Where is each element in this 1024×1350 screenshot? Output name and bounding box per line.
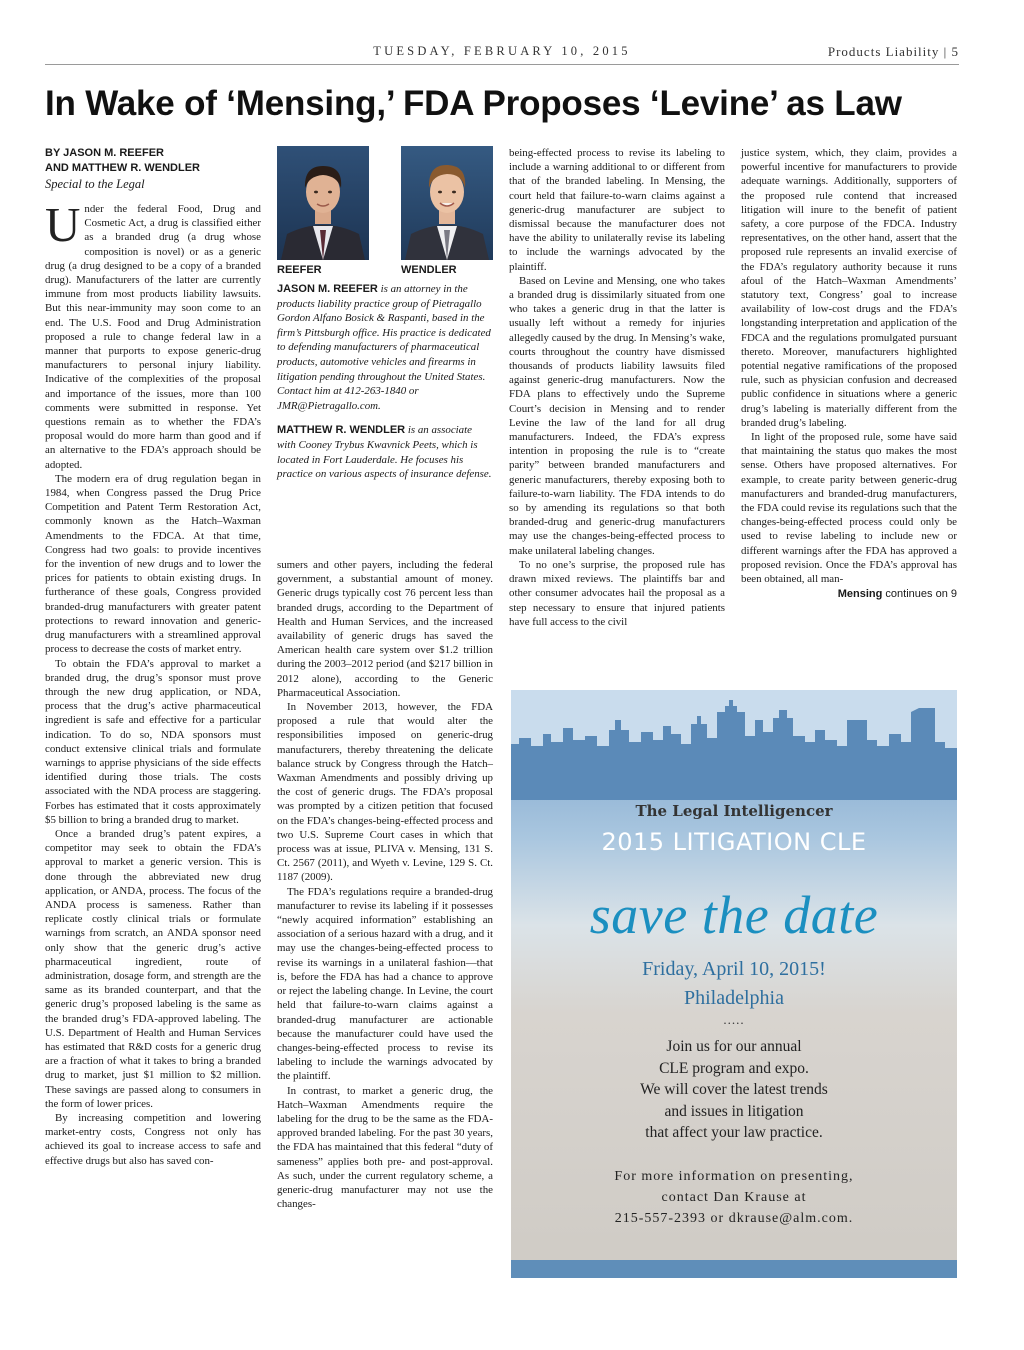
ad-bottom-strip bbox=[511, 1260, 957, 1278]
byline-line-1: BY JASON M. REEFER bbox=[45, 147, 164, 159]
paragraph: sumers and other payers, including the federal government, a substantial amount of money. Generic drugs typically cost 76 percent less than branded drugs, according to the Department of Health and Human Services, and the increased availability of generic drugs has saved the American health care system over $1.2 trillion during the 2003–2012 period (and $217 billion in 2012 alone), according to the Generic Pharmaceutical Association. bbox=[277, 559, 493, 699]
article-column-2 bbox=[277, 558, 493, 1211]
author-bio-reefer: JASON M. REEFER is an attorney in the products liability practice group of Pietragallo Gordon Alfano Bosick & Raspanti, based in the firm’s Pittsburgh office. His practice is dedicated to defending manufacturers of pharmaceutical products, automotive vehicles and firearms in litigation pending throughout the United States. Contact him at 412-263-1840 or JMR@Pietragallo.com. bbox=[277, 283, 491, 412]
ad-line: We will cover the latest trends bbox=[640, 1081, 828, 1098]
article-column-1 bbox=[45, 146, 261, 1168]
paragraph: Under the federal Food, Drug and Cosmetic Act, a drug is classified either as a branded drug (a drug whose composition is novel) or as a generic drug (a drug designed to be a copy of a branded drug). Manufacturers of the latter are currently immune from most products liability lawsuits. But this near-immunity may soon come to an end. The U.S. Food and Drug Administration proposed a rule to change federal law in a manner that purports to expose generic-drug manufacturers to personal injury liability. Indicative of the complexities of the proposal and importance of the issues, more than 100 comments were submitted in response. Yet questions remain as to whether the FDA’s proposal would do more harm than good and if an alternative to the FDA’s approach should be adopted. bbox=[45, 197, 261, 471]
article-column-4 bbox=[741, 146, 957, 600]
ad-divider-dots: ..... bbox=[723, 1012, 745, 1027]
photo-caption-reefer: REEFER bbox=[277, 264, 322, 276]
paragraph: The modern era of drug regulation began in 1984, when Congress passed the Drug Price Competition and Patent Term Restoration Act, commonly known as the Hatch–Waxman Amendments to the FDCA. At that time, Congress had two goals: to provide incentives for the invention of new drugs and to lower the prices for patients to obtain existing drugs. In furtherance of these goals, Congress provided branded-drug manufacturers with greater patent protections to reward innovation and generic-drug manufacturers with a streamlined approval process to decrease the costs of market entry. bbox=[45, 472, 261, 656]
article-headline: In Wake of ‘Mensing,’ FDA Proposes ‘Levine’ as Law bbox=[45, 84, 902, 123]
ad-save-the-date: save the date bbox=[589, 885, 879, 945]
jump-line[interactable]: Mensing continues on 9 bbox=[837, 588, 957, 601]
ad-line: CLE program and expo. bbox=[659, 1059, 809, 1077]
paragraph: In contrast, to market a generic drug, the Hatch–Waxman Amendments require the labeling for the drug to be the same as the FDA-approved branded labeling. For the past 30 years, the FDA has maintained that this federal “duty of sameness” applies both pre- and post-approval. As such, under the current regulatory scheme, a generic-drug manufacturer may not use the changes- bbox=[277, 1084, 493, 1211]
author-photo-reefer bbox=[277, 146, 369, 276]
ad-line: and issues in litigation bbox=[664, 1102, 804, 1120]
issue-date: TUESDAY, FEBRUARY 10, 2015 bbox=[373, 44, 631, 58]
running-head bbox=[45, 42, 959, 65]
author-photo-wendler bbox=[401, 146, 493, 276]
paragraph: To no one’s surprise, the proposed rule has drawn mixed reviews. The plaintiffs bar and other consumer advocates hail the proposal as a step necessary to ensure that injured patients have full access to the civil bbox=[509, 558, 725, 628]
ad-event-date: Friday, April 10, 2015! bbox=[642, 958, 826, 980]
ad-brand-logo: The Legal Intelligencer bbox=[635, 802, 833, 820]
section-page-label: Products Liability | 5 bbox=[827, 44, 959, 59]
ad-contact-info bbox=[511, 1166, 957, 1229]
paragraph: In light of the proposed rule, some have said that maintaining the status quo makes the most sense. Others have proposed alternatives. For example, to create parity between generic-drug manufacturers and branded-drug manufacturers, the FDA could revise its regulations such that the changes-being-effected process could only be used to revise labeling to include new or different warnings after the FDA has approved a proposed revision. Once the FDA’s approval has been obtained, all man- bbox=[741, 431, 957, 586]
paragraph: being-effected process to revise its labeling to include a warning additional to or different from that of the branded labeling. In Mensing, the court held that failure-to-warn claims against a generic-drug manufacturer are subject to dismissal because the manufacturer does not have the ability to unilaterally revise its labeling to include the warnings advocated by the plaintiff. bbox=[509, 147, 725, 273]
cle-advertisement bbox=[511, 690, 957, 1278]
drop-cap: U bbox=[45, 197, 81, 252]
ad-line: that affect your law practice. bbox=[645, 1124, 823, 1141]
article-column-3 bbox=[509, 146, 725, 629]
photo-caption-wendler: WENDLER bbox=[401, 264, 457, 276]
ad-contact-link[interactable]: 215-557-2393 or dkrause@alm.com. bbox=[614, 1211, 854, 1226]
paragraph: justice system, which, they claim, provides a powerful incentive for manufacturers to provide adequate warnings. Additionally, supporters of the proposed rule contend that increased litigation will inure to the benefit of patient safety, a core purpose of the FDCA. Industry representatives, on the other hand, assert that the proposed rule represents an invalid exercise of the FDA’s regulatory authority because it runs afoul of the Hatch–Waxman Amendments’ statutory text, Congress’ goal to increase availability of low-cost drugs and the FDA’s longstanding interpretation and application of the FDCA and the regulations promulgated pursuant thereto. Moreover, manufacturers highlighted potential negative ramifications of the proposed rule, such as physician confusion and decreased public confidence in situations where a generic drug’s labeling is materially different from the branded drug’s labeling. bbox=[741, 147, 957, 429]
ad-info-line: For more information on presenting, bbox=[614, 1169, 854, 1184]
paragraph: The FDA’s regulations require a branded-drug manufacturer to revise its labeling if it possesses “newly acquired information” establishing an association of a serious hazard with a drug, and it may use the changes-being-effected process to revise its warnings in a unilateral fashion—that is, before the FDA has had a chance to approve or reject the labeling change. In Levine, the court held that failure-to-warn claims against a branded-drug manufacturer are actionable because the manufacturer could have used the changes-being-effected process to revise its labeling to include the warnings advocated by the plaintiff. bbox=[277, 885, 493, 1083]
paragraph: Once a branded drug’s patent expires, a competitor may seek to obtain the FDA’s approval to market a generic version. This is done through the abbreviated new drug application, or ANDA, process. The focus of the ANDA process is sameness. Rather than replicate costly clinical trials or formulate warnings from scratch, an ANDA sponsor need only show that the generic drug’s active pharmaceutical ingredient, route of administration, dosage form, and strength are the same as its branded counterpart, and that the generic drug’s proposed labeling is the same as the branded drug’s FDA-approved labeling. The U.S. Department of Health and Human Services has estimated that R&D costs for a generic drug are a fraction of what it takes to bring a branded drug to market, just $1 million to $2 million. These savings are passed along to consumers in the form of lower prices. bbox=[45, 827, 261, 1110]
paragraph: In November 2013, however, the FDA proposed a rule that would alter the responsibilities imposed on generic-drug manufacturers, thereby threatening the delicate balance struck by Congress through the Hatch–Waxman Amendments and possibly driving up the cost of generic drugs. The FDA’s proposal was prompted by a citizen petition that focused on the FDA’s changes-being-effected process and two U.S. Supreme Court cases in which that process was at issue, PLIVA v. Mensing, 131 S. Ct. 2567 (2011), and Wyeth v. Levine, 129 S. Ct. 1187 (2009). bbox=[277, 701, 493, 884]
ad-event-city: Philadelphia bbox=[684, 987, 784, 1009]
byline-line-2: AND MATTHEW R. WENDLER bbox=[45, 162, 200, 174]
ad-info-line: contact Dan Krause at bbox=[661, 1190, 807, 1205]
paragraph: Based on Levine and Mensing, one who takes a branded drug is dissimilarly situated from one who takes a generic drug in that the latter is usually left without a remedy for injuries allegedly caused by the drug. In Mensing’s wake, courts throughout the country have dismissed thousands of products liability lawsuits filed against generic-drug manufacturers. Now the FDA plans to effectively undo the Supreme Court’s decision in Mensing and to render Levine the law of the land for all drug manufacturers. Indeed, the FDA’s express intention in proposing the rule is to “create parity” between branded manufacturers and generic manufacturers, thereby exposing both to failure-to-warn liability. The FDA intends to do so by amending its regulations so that both branded-drug and generic-drug manufacturers may use the changes-being-effected process to make unilateral labeling changes. bbox=[509, 274, 725, 557]
portrait-wendler bbox=[401, 146, 493, 260]
portrait-reefer bbox=[277, 146, 369, 260]
ad-description bbox=[511, 1036, 957, 1144]
author-box bbox=[277, 146, 493, 482]
paragraph: By increasing competition and lowering market-entry costs, Congress not only has achieved its goal to increase access to safe and effective drugs but also has saved con- bbox=[45, 1112, 261, 1167]
ad-line: Join us for our annual bbox=[666, 1038, 802, 1055]
byline-special: Special to the Legal bbox=[45, 177, 145, 191]
ad-title: 2015 LITIGATION CLE bbox=[601, 828, 867, 856]
paragraph: To obtain the FDA’s approval to market a branded drug, the drug’s sponsor must prove through the new drug application, or NDA, process that the drug’s active pharmaceutical ingredient is safe and effective for a particular indication. To do so, NDA sponsors must conduct extensive clinical trials and formulate warnings to apprise physicians of the side effects identified during those trials. The costs associated with the NDA process are staggering. Forbes has estimated that it costs approximately $5 billion to bring a branded drug to market. bbox=[45, 657, 261, 826]
author-bio-wendler: MATTHEW R. WENDLER is an associate with Cooney Trybus Kwavnick Peets, which is located in Fort Lauderdale. He focuses his practice on various aspects of insurance defense. bbox=[277, 424, 492, 481]
